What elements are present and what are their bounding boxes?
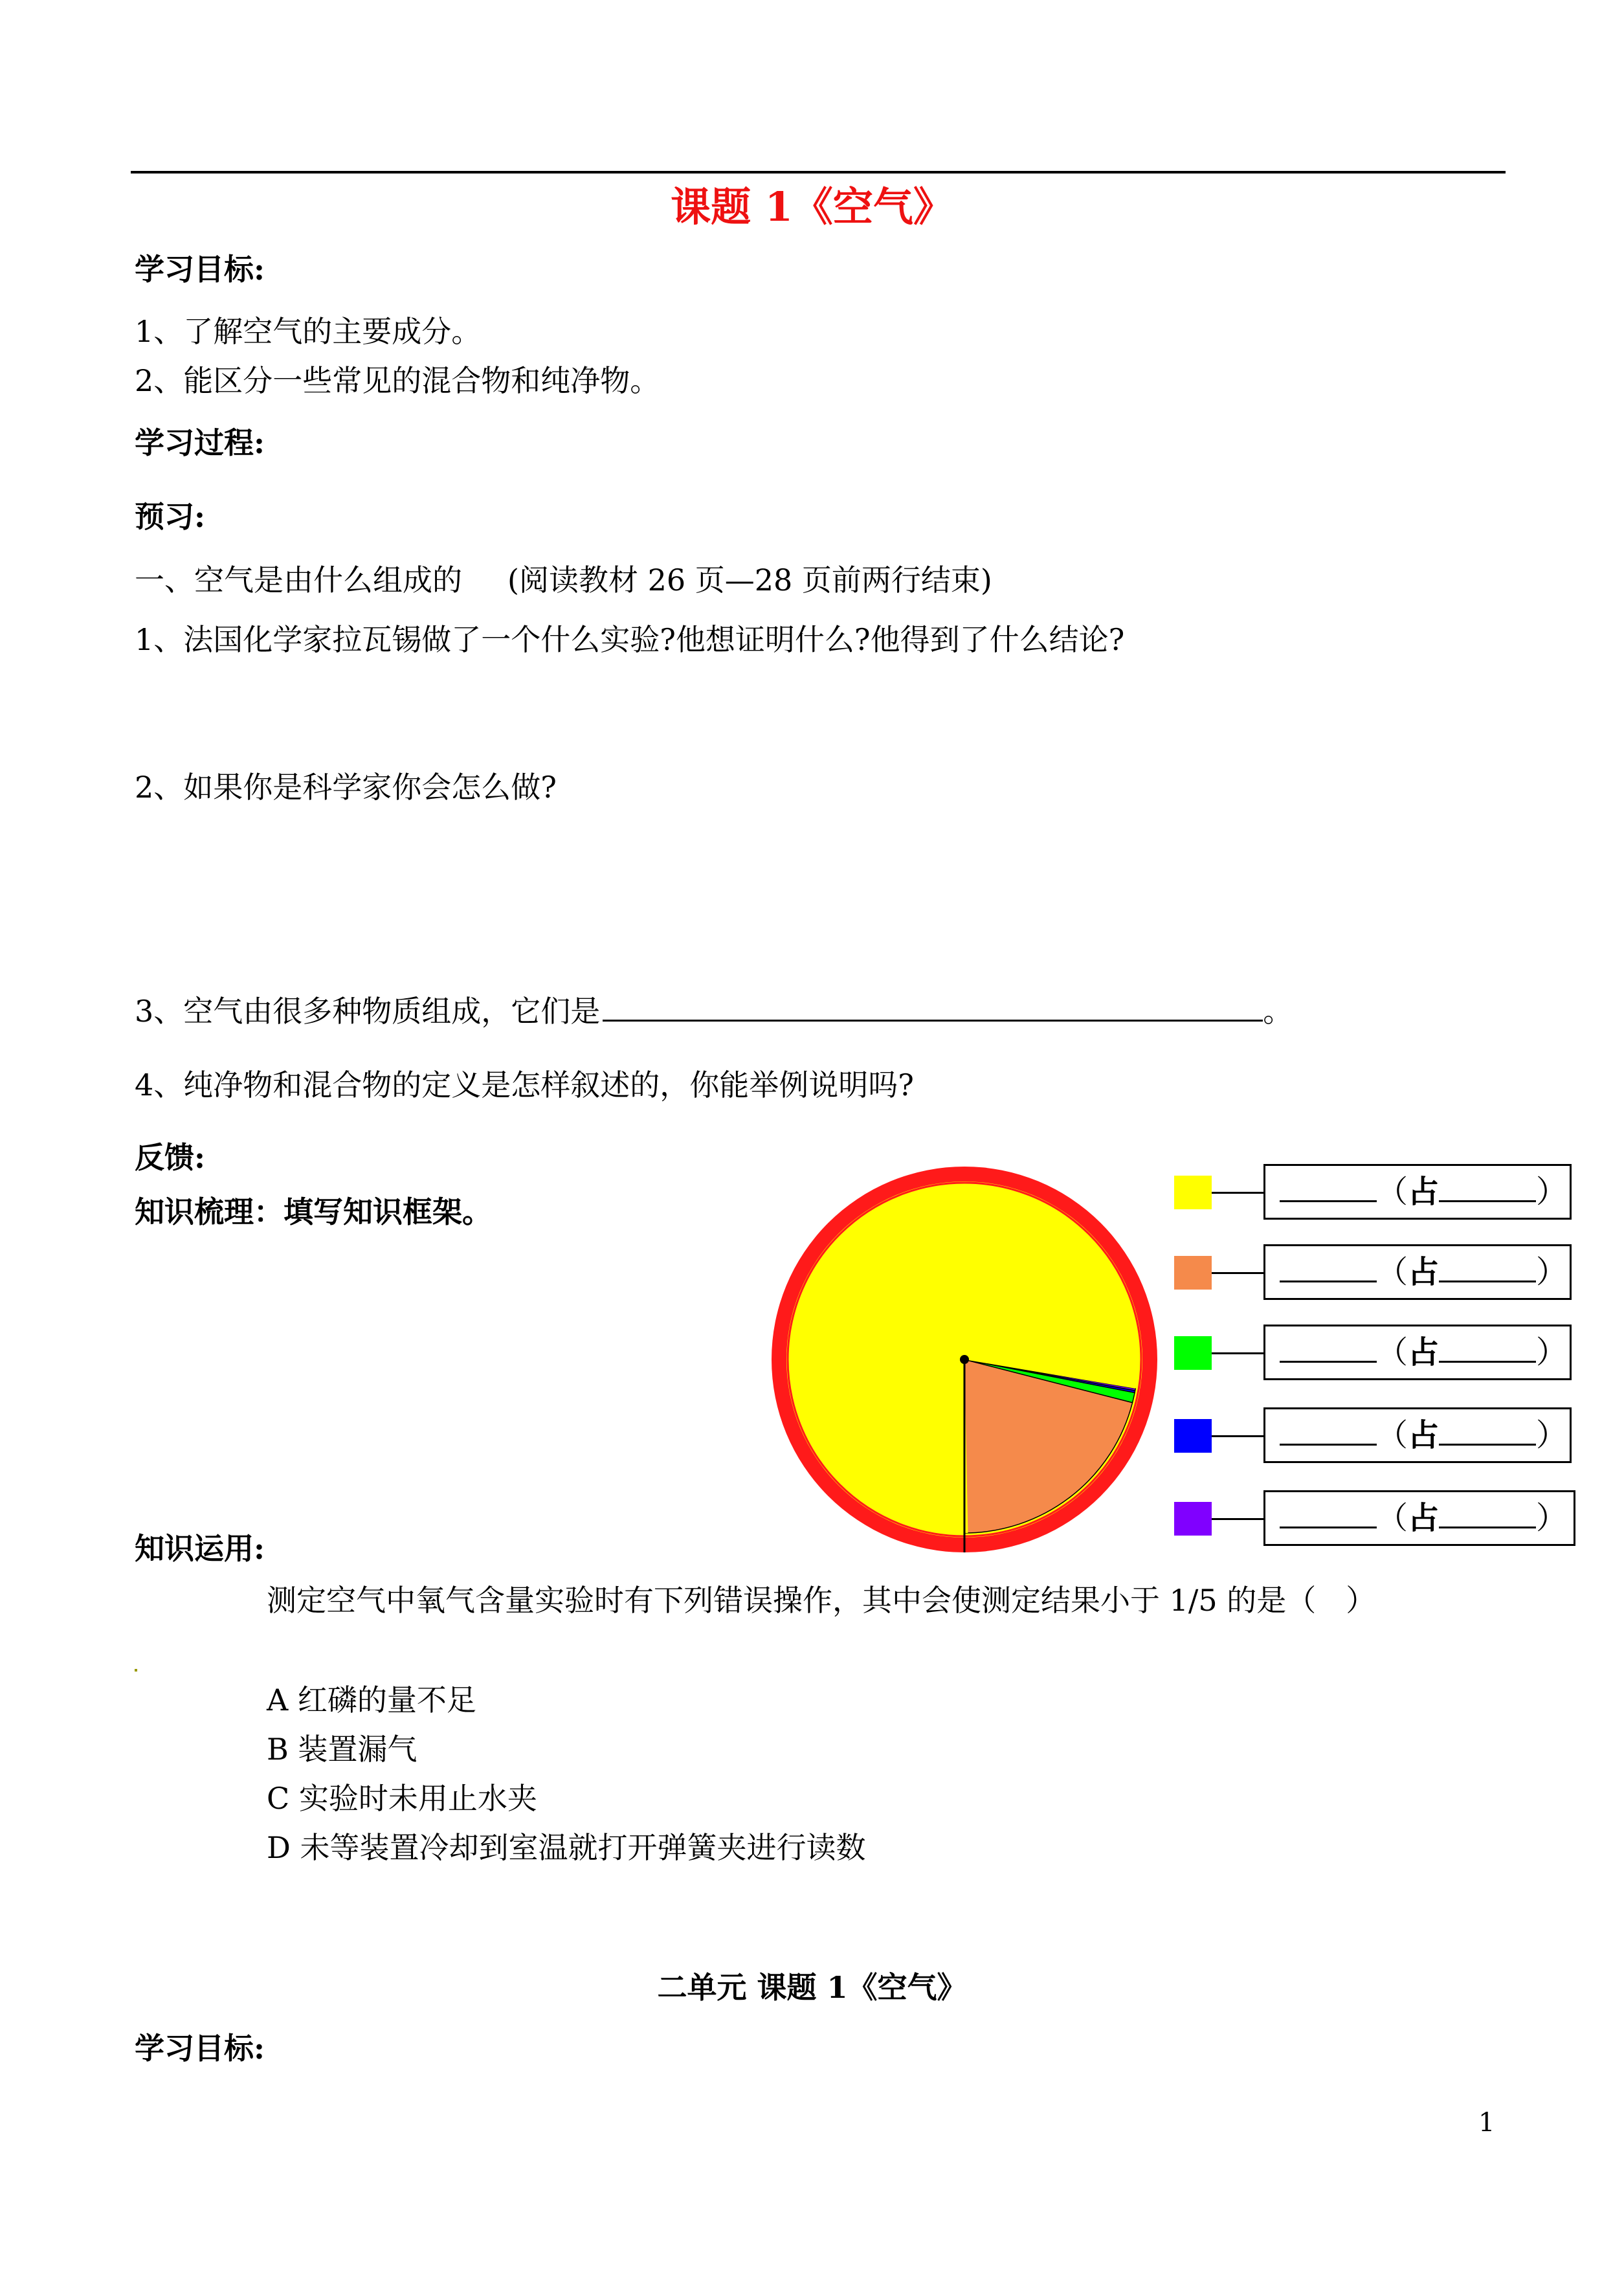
knowledge-heading: 知识梳理：填写知识框架。 [135, 1194, 492, 1229]
legend-swatch-green [1174, 1336, 1212, 1370]
page-number: 1 [1478, 2108, 1495, 2138]
application-heading: 知识运用: [135, 1531, 265, 1566]
percentage-blank[interactable] [1439, 1328, 1536, 1363]
legend-connector [1212, 1518, 1263, 1520]
legend-swatch-yellow [1174, 1176, 1212, 1209]
pie-svg [764, 1159, 1165, 1560]
unit-objectives-heading: 学习目标: [135, 2031, 265, 2066]
legend-close-paren: ） [1536, 1500, 1568, 1536]
component-blank[interactable] [1280, 1328, 1377, 1363]
stray-dot [135, 1669, 137, 1672]
application-question: 测定空气中氧气含量实验时有下列错误操作，其中会使测定结果小于 1/5 的是（ ） [267, 1583, 1376, 1618]
legend-answer-box-yellow[interactable] [1263, 1164, 1572, 1220]
percentage-blank[interactable] [1439, 1248, 1536, 1282]
legend-open-paren: （ [1377, 1254, 1408, 1290]
legend-connector [1212, 1272, 1263, 1274]
legend-close-paren: ） [1536, 1334, 1568, 1370]
legend-connector [1212, 1192, 1263, 1194]
legend-answer-box-blue[interactable] [1263, 1407, 1572, 1463]
objective-2: 2、能区分一些常见的混合物和纯净物。 [135, 363, 660, 398]
legend-answer-box-orange[interactable] [1263, 1244, 1572, 1300]
legend-close-paren: ） [1536, 1417, 1568, 1453]
legend-close-paren: ） [1536, 1254, 1568, 1290]
option-b: B 装置漏气 [267, 1732, 417, 1767]
preview-heading: 预习: [135, 499, 205, 534]
percentage-blank[interactable] [1439, 1494, 1536, 1528]
question-2: 2、如果你是科学家你会怎么做? [135, 770, 557, 805]
option-a: A 红磷的量不足 [267, 1683, 476, 1717]
legend-occupy-label: 占 [1408, 1254, 1440, 1290]
legend-connector [1212, 1435, 1263, 1437]
question-4: 4、纯净物和混合物的定义是怎样叙述的，你能举例说明吗? [135, 1068, 914, 1102]
legend-open-paren: （ [1377, 1174, 1408, 1210]
question-3 [135, 988, 1293, 1031]
legend-swatch-blue [1174, 1419, 1212, 1453]
legend-open-paren: （ [1377, 1500, 1408, 1536]
legend-occupy-label: 占 [1408, 1417, 1440, 1453]
question-3-end: 。 [1263, 994, 1293, 1029]
option-d: D 未等装置冷却到室温就打开弹簧夹进行读数 [267, 1830, 866, 1865]
header-rule [131, 171, 1506, 173]
objective-1: 1、了解空气的主要成分。 [135, 314, 482, 349]
section-one-note: (阅读教材 26 页—28 页前两行结束) [507, 563, 992, 598]
section-one [135, 557, 992, 599]
component-blank[interactable] [1280, 1248, 1377, 1282]
legend-answer-box-purple[interactable] [1263, 1490, 1575, 1546]
legend-answer-box-green[interactable] [1263, 1325, 1572, 1380]
pie-center-dot [960, 1355, 969, 1364]
question-3-text: 3、空气由很多种物质组成，它们是 [135, 994, 601, 1029]
component-blank[interactable] [1280, 1168, 1377, 1202]
legend-swatch-orange [1174, 1256, 1212, 1290]
component-blank[interactable] [1280, 1494, 1377, 1528]
feedback-heading: 反馈: [135, 1140, 205, 1175]
process-heading: 学习过程: [135, 425, 265, 460]
percentage-blank[interactable] [1439, 1411, 1536, 1446]
option-c: C 实验时未用止水夹 [267, 1781, 537, 1816]
legend-open-paren: （ [1377, 1334, 1408, 1370]
objectives-heading: 学习目标: [135, 252, 265, 287]
legend-swatch-purple [1174, 1502, 1212, 1536]
legend-occupy-label: 占 [1408, 1334, 1440, 1370]
air-composition-pie-chart [764, 1159, 1165, 1560]
legend-occupy-label: 占 [1408, 1174, 1440, 1210]
unit-title: 二单元 课题 1《空气》 [657, 1970, 967, 2005]
percentage-blank[interactable] [1439, 1168, 1536, 1202]
legend-open-paren: （ [1377, 1417, 1408, 1453]
question-1: 1、法国化学家拉瓦锡做了一个什么实验?他想证明什么?他得到了什么结论? [135, 622, 1125, 657]
answer-blank[interactable] [603, 991, 1263, 1022]
component-blank[interactable] [1280, 1411, 1377, 1446]
legend-occupy-label: 占 [1408, 1500, 1440, 1536]
page-title: 课题 1《空气》 [671, 183, 953, 230]
legend-connector [1212, 1352, 1263, 1354]
section-one-title: 一、空气是由什么组成的 [135, 563, 462, 598]
legend-close-paren: ） [1536, 1174, 1568, 1210]
